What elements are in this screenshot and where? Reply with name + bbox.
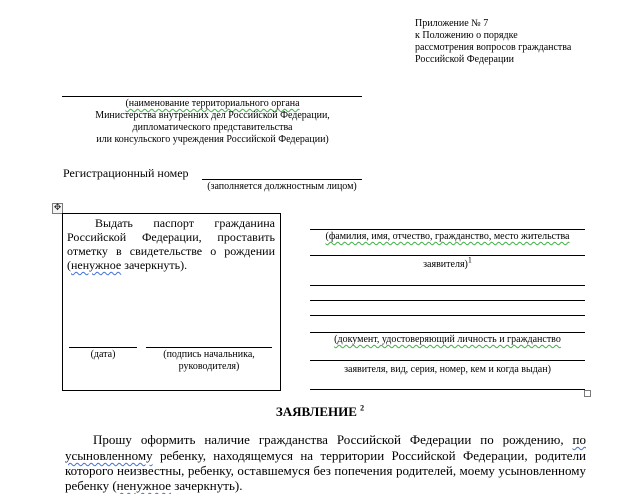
appendix-line3: рассмотрения вопросов гражданства <box>415 42 572 53</box>
registration-hint: (заполняется должностным лицом) <box>207 181 357 192</box>
signature-field[interactable] <box>146 347 272 348</box>
table-resize-handle-icon[interactable] <box>584 390 591 397</box>
date-field[interactable] <box>69 347 137 348</box>
resolution-unneeded-word: ненужное <box>71 258 122 272</box>
authority-line2: Министерства внутренних дел Российской Федерации, <box>95 110 330 121</box>
appendix-header <box>415 18 571 66</box>
authority-caption: (наименование территориального органа <box>125 98 300 109</box>
statement-line3: которого неизвестны, ребенку, оставшемуся без попечения родителей, моему усыновленному <box>65 463 586 478</box>
applicant-doc-caption-2: заявителя, вид, серия, номер, кем и когда выдан) <box>344 364 551 375</box>
date-label: (дата) <box>90 349 116 360</box>
applicant-doc-field-3[interactable] <box>310 389 585 390</box>
applicant-extra-line-1[interactable] <box>310 285 585 286</box>
registration-number-field[interactable] <box>202 179 362 180</box>
applicant-doc-field[interactable] <box>310 332 585 333</box>
authority-line3: дипломатического представительства <box>132 122 293 133</box>
resolution-text-line3: отметку в свидетельстве о рождении <box>67 244 275 258</box>
appendix-line4: Российской Федерации <box>415 54 515 65</box>
applicant-doc-caption: (документ, удостоверяющий личность и гражданство <box>334 334 561 345</box>
appendix-line2: к Положению о порядке <box>415 30 518 41</box>
applicant-label: заявителя)$^1$ <box>423 255 472 270</box>
resolution-text-line1: Выдать паспорт гражданина <box>95 216 275 230</box>
applicant-extra-line-2[interactable] <box>310 300 585 301</box>
applicant-fio-field-2[interactable] <box>310 255 585 256</box>
statement-line1: Прошу оформить наличие гражданства Российской Федерации по рождению, по <box>93 432 586 447</box>
applicant-doc-field-2[interactable] <box>310 360 585 361</box>
registration-label: Регистрационный номер <box>63 166 189 180</box>
applicant-fio-caption: (фамилия, имя, отчество, гражданство, место жительства <box>325 231 570 242</box>
resolution-text-line2: Российской Федерации, проставить <box>67 230 275 244</box>
appendix-number: Приложение № 7 <box>415 18 489 29</box>
table-move-handle-icon[interactable]: ✥ <box>53 203 62 213</box>
authority-block <box>55 98 370 146</box>
signature-label: (подпись начальника, руководителя) <box>163 349 255 372</box>
resolution-text-line4: (ненужное зачеркнуть). <box>67 258 188 272</box>
statement-line4: ребенку (ненужное зачеркнуть). <box>65 478 243 493</box>
authority-fill-line[interactable] <box>62 96 362 97</box>
statement-title: ЗАЯВЛЕНИЕ $^2$ <box>275 403 365 419</box>
applicant-extra-line-3[interactable] <box>310 315 585 316</box>
authority-line4: или консульского учреждения Российской Федерации) <box>96 134 329 145</box>
statement-line2: усыновленному ребенку, находящемуся на территории Российской Федерации, родители <box>65 448 587 463</box>
applicant-fio-field[interactable] <box>310 229 585 230</box>
